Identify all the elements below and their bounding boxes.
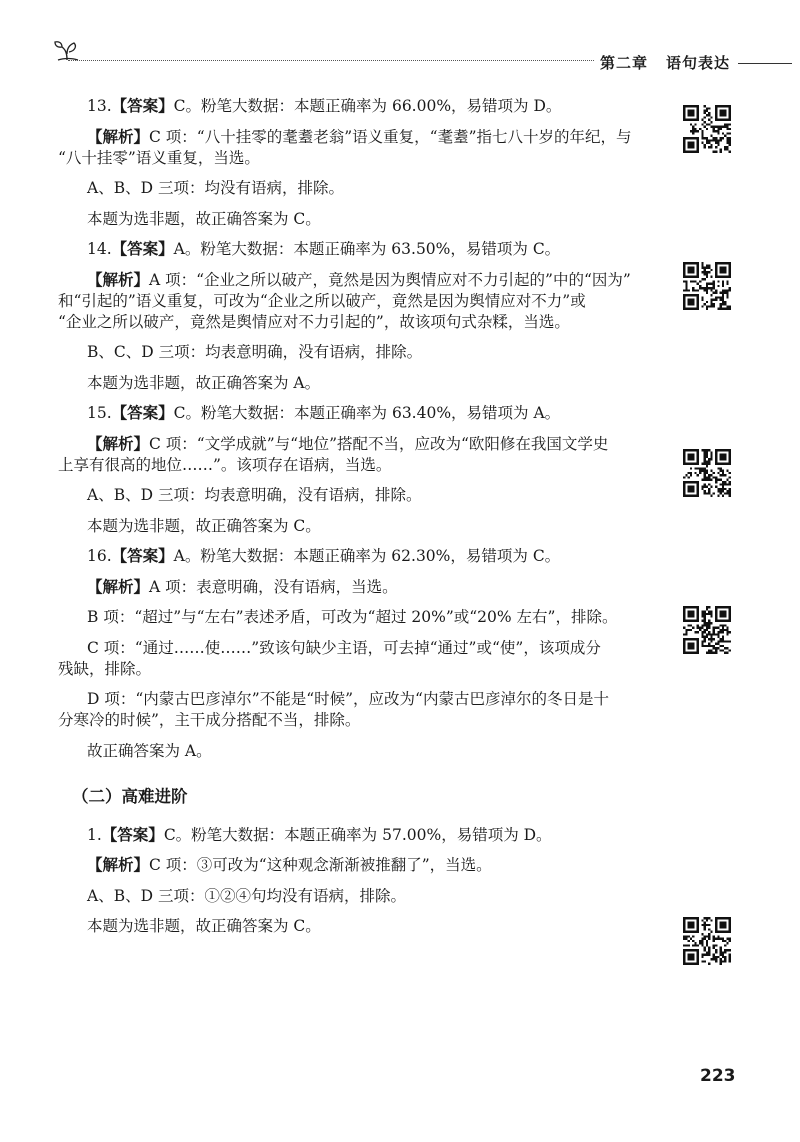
header-rule-right xyxy=(738,63,792,64)
analysis-paragraph: 【解析】A 项：表意明确，没有语病，当选。 xyxy=(87,577,398,596)
analysis-line: A、B、D 三项：均表意明确，没有语病，排除。 xyxy=(87,486,422,504)
section-heading: （二）高难进阶 xyxy=(72,786,188,806)
conclusion-line: 本题为选非题，故正确答案为 C。 xyxy=(87,917,321,935)
analysis-paragraph: 【解析】C 项：“文学成就”与“地位”搭配不当，应改为“欧阳修在我国文学史 上享有很高的地位……”。该项存在语病，当选。 xyxy=(58,434,609,474)
conclusion-line: 故正确答案为 A。 xyxy=(87,741,212,760)
analysis-line: A、B、D 三项：均没有语病，排除。 xyxy=(87,179,344,197)
page-header xyxy=(0,0,800,80)
analysis-paragraph: 【解析】A 项：“企业之所以破产，竟然是因为舆情应对不力引起的”中的“因为” 和“引起的”语义重复，可改为“企业之所以破产，竟然是因为舆情应对不力”或 “企业之所以破产，竟然是舆情应对不力引起的”，故该项句式杂糅，当选。 xyxy=(58,270,631,331)
analysis-line: A、B、D 三项：①②④句均没有语病，排除。 xyxy=(87,886,406,905)
page-number: 223 xyxy=(700,1066,736,1086)
qr-code-icon[interactable] xyxy=(683,105,731,153)
header-rule-left xyxy=(68,60,594,61)
analysis-line: B 项：“超过”与“左右”表述矛盾，可改为“超过 20%”或“20% 左右”，排除。 xyxy=(87,608,618,626)
answer-line: 15.【答案】C。粉笔大数据：本题正确率为 63.40%，易错项为 A。 xyxy=(87,404,561,422)
conclusion-line: 本题为选非题，故正确答案为 C。 xyxy=(87,516,321,535)
conclusion-line: 本题为选非题，故正确答案为 C。 xyxy=(87,209,321,228)
qr-code-icon[interactable] xyxy=(683,449,731,497)
answer-line: 1.【答案】C。粉笔大数据：本题正确率为 57.00%，易错项为 D。 xyxy=(87,825,552,844)
qr-code-icon[interactable] xyxy=(683,262,731,310)
sprout-icon xyxy=(54,40,80,62)
analysis-line: B、C、D 三项：均表意明确，没有语病，排除。 xyxy=(87,343,423,361)
analysis-paragraph: 【解析】C 项：“八十挂零的耄耋老翁”语义重复，“耄耋”指七八十岁的年纪，与 “八十挂零”语义重复，当选。 xyxy=(58,127,632,167)
answer-line: 14.【答案】A。粉笔大数据：本题正确率为 63.50%，易错项为 C。 xyxy=(87,240,561,258)
answer-line: 13.【答案】C。粉笔大数据：本题正确率为 66.00%，易错项为 D。 xyxy=(87,97,562,115)
chapter-title xyxy=(600,52,730,73)
analysis-line: C 项：“通过……使……”致该句缺少主语，可去掉“通过”或“使”，该项成分 残缺，排除。 xyxy=(58,638,601,678)
answer-line: 16.【答案】A。粉笔大数据：本题正确率为 62.30%，易错项为 C。 xyxy=(87,547,561,565)
chapter-name: 语句表达 xyxy=(666,54,731,72)
chapter-number: 第二章 xyxy=(600,54,649,72)
qr-code-icon[interactable] xyxy=(683,917,731,965)
analysis-line: D 项：“内蒙古巴彦淖尔”不能是“时候”，应改为“内蒙古巴彦淖尔的冬日是十 分寒冷的时候”，主干成分搭配不当，排除。 xyxy=(58,690,609,729)
qr-code-icon[interactable] xyxy=(683,606,731,654)
answer-content xyxy=(58,96,668,947)
conclusion-line: 本题为选非题，故正确答案为 A。 xyxy=(87,373,321,392)
analysis-paragraph: 【解析】C 项：③可改为“这种观念渐渐被推翻了”，当选。 xyxy=(87,856,492,874)
